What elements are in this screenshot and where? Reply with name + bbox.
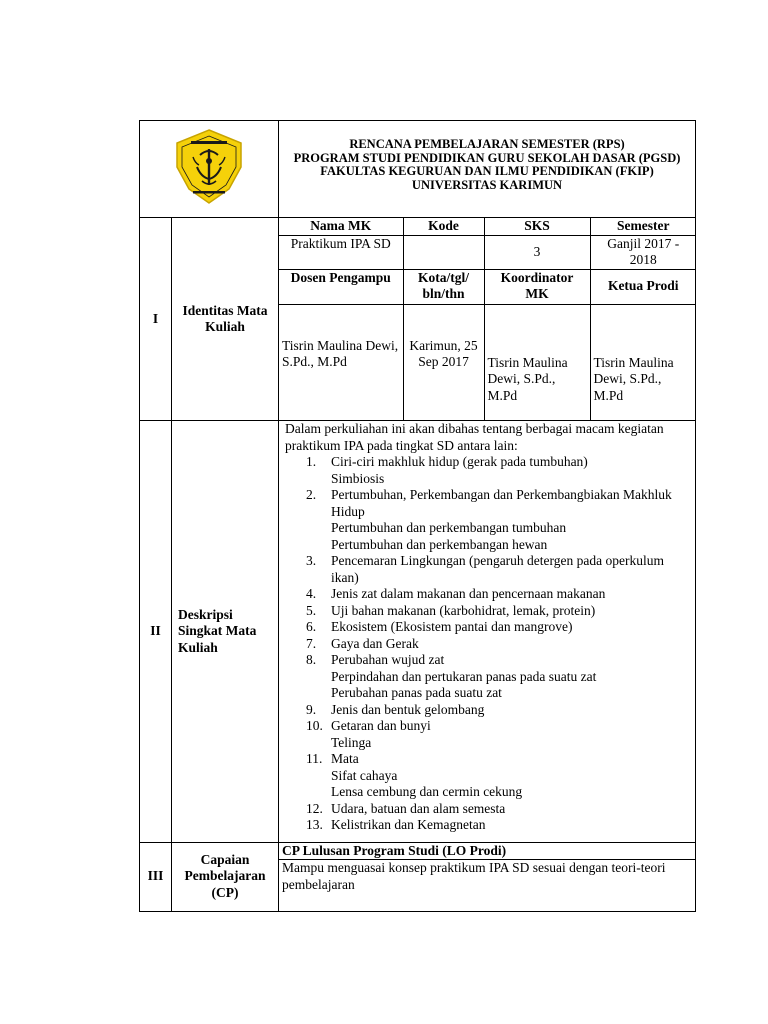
topic-text: Pertumbuhan, Perkembangan dan Perkembangbiakan Makhluk Hidup	[331, 487, 672, 519]
cp-cell	[279, 842, 696, 911]
topic-number: 10.	[306, 718, 323, 733]
topic-text: Jenis dan bentuk gelombang	[331, 701, 485, 717]
section-1-label: Identitas Mata Kuliah	[172, 218, 279, 421]
header-semester: Semester	[590, 218, 696, 235]
section-2-number: II	[140, 421, 172, 843]
rps-table	[139, 120, 696, 912]
topic-text: Getaran dan bunyi	[331, 718, 431, 733]
topic-subitem: Sifat cahaya	[331, 767, 398, 783]
section-2-label: Deskripsi Singkat Mata Kuliah	[172, 421, 279, 843]
topic-text: Mata	[331, 751, 359, 766]
topic-text: Ciri-ciri makhluk hidup (gerak pada tumbuhan)	[331, 454, 588, 469]
topic-item	[306, 718, 692, 751]
section-1-number: I	[140, 218, 172, 421]
topic-number: 4.	[306, 586, 317, 601]
topic-subitem: Pertumbuhan dan perkembangan hewan	[331, 536, 548, 552]
topic-text: Udara, batuan dan alam semesta	[331, 800, 506, 816]
topic-item	[306, 635, 692, 653]
section-3-label: Capaian Pembelajaran (CP)	[172, 842, 279, 911]
topic-subitem: Telinga	[331, 734, 372, 750]
topic-number: 7.	[306, 635, 317, 651]
identity-cell	[279, 218, 696, 421]
topic-subitem: Perubahan panas pada suatu zat	[331, 685, 502, 700]
topic-number: 11.	[306, 751, 323, 766]
topic-subitem: Simbiosis	[331, 470, 385, 486]
topic-number: 12.	[306, 800, 323, 816]
topic-number: 3.	[306, 553, 317, 568]
topic-item	[306, 602, 692, 620]
description-cell	[279, 421, 696, 843]
topic-item	[306, 800, 692, 818]
topic-number: 8.	[306, 652, 317, 667]
identity-table	[279, 218, 696, 420]
topic-list	[285, 454, 692, 834]
topic-text: Pencemaran Lingkungan (pengaruh detergen pada operkulum ikan)	[331, 553, 665, 585]
topic-subitem: Pertumbuhan dan perkembangan tumbuhan	[331, 520, 567, 535]
topic-item	[306, 619, 692, 636]
header-kode: Kode	[403, 218, 484, 235]
header-sks: SKS	[484, 218, 590, 235]
rps-document	[139, 120, 695, 912]
cp-title: CP Lulusan Program Studi (LO Prodi)	[279, 843, 695, 861]
topic-text: Uji bahan makanan (karbohidrat, lemak, protein)	[331, 602, 596, 618]
description-intro: Dalam perkuliahan ini akan dibahas tentang berbagai macam kegiatan praktikum IPA pada tingkat SD antara lain:	[285, 421, 664, 453]
topic-item	[306, 454, 692, 487]
topic-text: Kelistrikan dan Kemagnetan	[331, 817, 486, 832]
value-sks: 3	[484, 235, 590, 269]
value-kode	[403, 235, 484, 269]
topic-text: Jenis zat dalam makanan dan pencernaan makanan	[331, 586, 606, 601]
header-koordinator: Koordinator MK	[484, 269, 590, 304]
header-line-1: RENCANA PEMBELAJARAN SEMESTER (RPS)	[349, 137, 625, 151]
header-line-3: FAKULTAS KEGURUAN DAN ILMU PENDIDIKAN (FKIP)	[320, 164, 654, 178]
cp-text: Mampu menguasai konsep praktikum IPA SD sesuai dengan teori-teori pembelajaran	[282, 860, 666, 892]
header-nama-mk: Nama MK	[279, 218, 403, 235]
topic-number: 1.	[306, 454, 317, 469]
topic-number: 2.	[306, 487, 317, 502]
header-kota: Kota/tgl/ bln/thn	[403, 269, 484, 304]
topic-number: 5.	[306, 602, 317, 618]
topic-text: Gaya dan Gerak	[331, 635, 419, 651]
logo-cell	[140, 121, 279, 218]
topic-item	[306, 652, 692, 702]
topic-number: 13.	[306, 817, 323, 832]
header-ketua: Ketua Prodi	[590, 269, 696, 304]
topic-item	[306, 751, 692, 801]
value-ketua: Tisrin Maulina Dewi, S.Pd., M.Pd	[590, 304, 696, 420]
section-3-number: III	[140, 842, 172, 911]
value-semester: Ganjil 2017 - 2018	[590, 235, 696, 269]
document-header	[279, 121, 696, 218]
header-line-2: PROGRAM STUDI PENDIDIKAN GURU SEKOLAH DASAR (PGSD)	[293, 150, 681, 165]
university-logo-icon	[169, 127, 249, 207]
value-nama-mk: Praktikum IPA SD	[279, 235, 403, 269]
topic-subitem: Perpindahan dan pertukaran panas pada suatu zat	[331, 668, 597, 684]
topic-item	[306, 701, 692, 719]
topic-item	[306, 553, 692, 586]
topic-number: 6.	[306, 619, 317, 634]
topic-item	[306, 487, 692, 553]
value-dosen: Tisrin Maulina Dewi, S.Pd., M.Pd	[279, 304, 403, 420]
topic-item	[306, 817, 692, 834]
header-line-4: UNIVERSITAS KARIMUN	[411, 177, 563, 192]
topic-item	[306, 586, 692, 603]
value-koordinator: Tisrin Maulina Dewi, S.Pd., M.Pd	[484, 304, 590, 420]
topic-subitem: Lensa cembung dan cermin cekung	[331, 784, 523, 799]
topic-text: Ekosistem (Ekosistem pantai dan mangrove)	[331, 619, 573, 634]
value-kota: Karimun, 25 Sep 2017	[403, 304, 484, 420]
topic-text: Perubahan wujud zat	[331, 652, 445, 667]
header-dosen: Dosen Pengampu	[279, 269, 403, 304]
topic-number: 9.	[306, 701, 317, 717]
